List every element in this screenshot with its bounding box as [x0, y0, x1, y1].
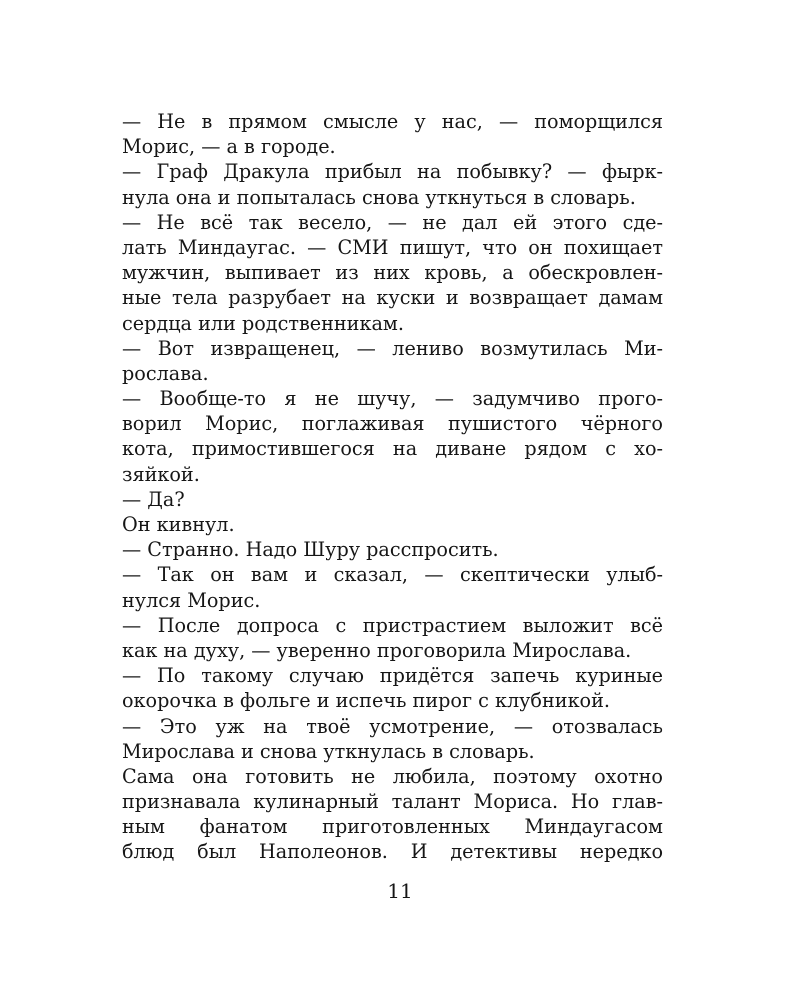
text-line: ные тела разрубает на куски и возвращает дамам	[122, 286, 663, 310]
text-line: — Не в прямом смысле у нас, — поморщился	[122, 110, 663, 133]
text-line: — Да?	[122, 487, 185, 511]
text-line: кота, примостившегося на диване рядом с хо-	[122, 437, 663, 461]
text-line: — Вот извращенец, — лениво возмутилась Ми-	[122, 336, 663, 360]
text-line: — Вообще-то я не шучу, — задумчиво прого-	[122, 387, 663, 411]
text-line: лать Миндаугас. — СМИ пишут, что он похищает	[122, 235, 663, 259]
text-line: — По такому случаю придётся запечь куриные	[122, 664, 663, 688]
text-line: блюд был Наполеонов. И детективы нередко	[122, 840, 663, 864]
text-line: — Граф Дракула прибыл на побывку? — фырк-	[122, 160, 663, 184]
text-line: как на духу, — уверенно проговорила Мирослава.	[122, 638, 632, 662]
text-line: — Так он вам и сказал, — скептически улыб-	[122, 563, 663, 587]
text-line: признавала кулинарный талант Мориса. Но глав-	[122, 790, 663, 814]
text-line: — Не всё так весело, — не дал ей этого сде-	[122, 210, 663, 234]
text-line: нула она и попыталась снова уткнуться в словарь.	[122, 185, 636, 209]
text-line: сердца или родственникам.	[122, 311, 404, 335]
text-line: — Это уж на твоё усмотрение, — отозвалась	[122, 714, 663, 738]
text-line: нулся Морис.	[122, 588, 261, 612]
text-line: окорочка в фольге и испечь пирог с клубникой.	[122, 689, 610, 713]
body-text	[122, 109, 663, 865]
text-line: ворил Морис, поглаживая пушистого чёрного	[122, 412, 663, 436]
text-line: Он кивнул.	[122, 513, 235, 536]
text-line: Морис, — а в городе.	[122, 135, 336, 159]
text-line: мужчин, выпивает из них кровь, а обескровлен-	[122, 261, 663, 285]
text-line: рослава.	[122, 361, 209, 385]
page-number: 11	[387, 879, 413, 903]
text-line: — Странно. Надо Шуру расспросить.	[122, 538, 499, 562]
text-line: — После допроса с пристрастием выложит всё	[122, 613, 663, 637]
text-line: зяйкой.	[122, 462, 200, 486]
text-line: ным фанатом приготовленных Миндаугасом	[122, 815, 663, 839]
text-line: Сама она готовить не любила, поэтому охотно	[122, 764, 663, 788]
text-line: Мирослава и снова уткнулась в словарь.	[122, 739, 535, 763]
